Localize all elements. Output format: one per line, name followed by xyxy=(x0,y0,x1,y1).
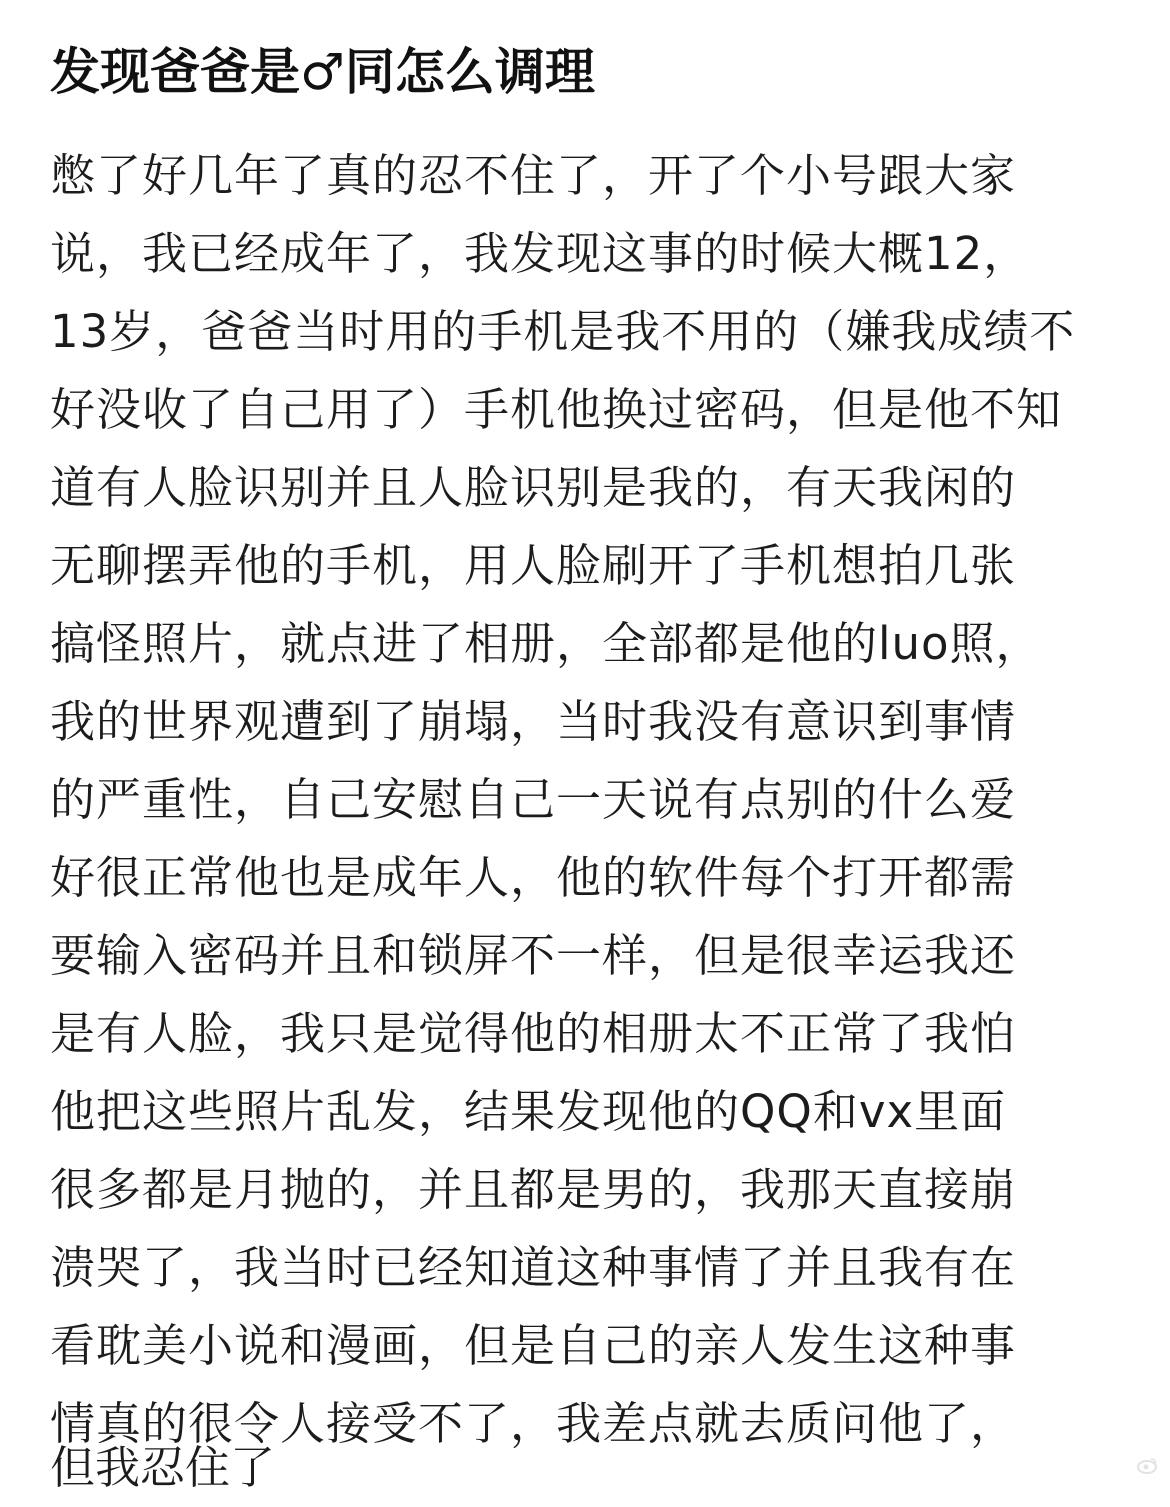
post-line: 很多都是月抛的，并且都是男的，我那天直接崩 xyxy=(50,1163,1017,1216)
post-line: 要输入密码并且和锁屏不一样，但是很幸运我还 xyxy=(50,929,1017,982)
weibo-eye-icon xyxy=(1136,1457,1158,1475)
post-line: 我的世界观遭到了崩塌，当时我没有意识到事情 xyxy=(50,695,1017,748)
post-line: 是有人脸，我只是觉得他的相册太不正常了我怕 xyxy=(50,1007,1017,1060)
post-line: 道有人脸识别并且人脸识别是我的，有天我闲的 xyxy=(50,461,1017,514)
post-title: 发现爸爸是♂同怎么调理 xyxy=(50,43,595,101)
post-line: 看耽美小说和漫画，但是自己的亲人发生这种事 xyxy=(50,1319,1017,1372)
post-line-cutoff-text: 但我忍住了 xyxy=(50,1441,276,1494)
post-line: 憋了好几年了真的忍不住了，开了个小号跟大家 xyxy=(50,149,1017,202)
post-line: 好没收了自己用了）手机他换过密码，但是他不知 xyxy=(50,383,1063,436)
post-line: 无聊摆弄他的手机，用人脸刷开了手机想拍几张 xyxy=(50,539,1017,592)
post-line: 搞怪照片，就点进了相册，全部都是他的luo照， xyxy=(50,617,1042,670)
post-line: 他把这些照片乱发，结果发现他的QQ和vx里面 xyxy=(50,1085,1007,1138)
post-line: 好很正常他也是成年人，他的软件每个打开都需 xyxy=(50,851,1017,904)
post-line: 情真的很令人接受不了，我差点就去质问他了， xyxy=(50,1397,1017,1450)
post-line: 说，我已经成年了，我发现这事的时候大概12， xyxy=(50,227,1030,280)
post-line: 13岁，爸爸当时用的手机是我不用的（嫌我成绩不 xyxy=(50,305,1076,358)
post-line: 的严重性，自己安慰自己一天说有点别的什么爱 xyxy=(50,773,1017,826)
post-body xyxy=(50,137,1130,1463)
post-line: 溃哭了，我当时已经知道这种事情了并且我有在 xyxy=(50,1241,1017,1294)
post-line-cutoff xyxy=(50,1441,450,1494)
watermark xyxy=(1136,1455,1158,1477)
